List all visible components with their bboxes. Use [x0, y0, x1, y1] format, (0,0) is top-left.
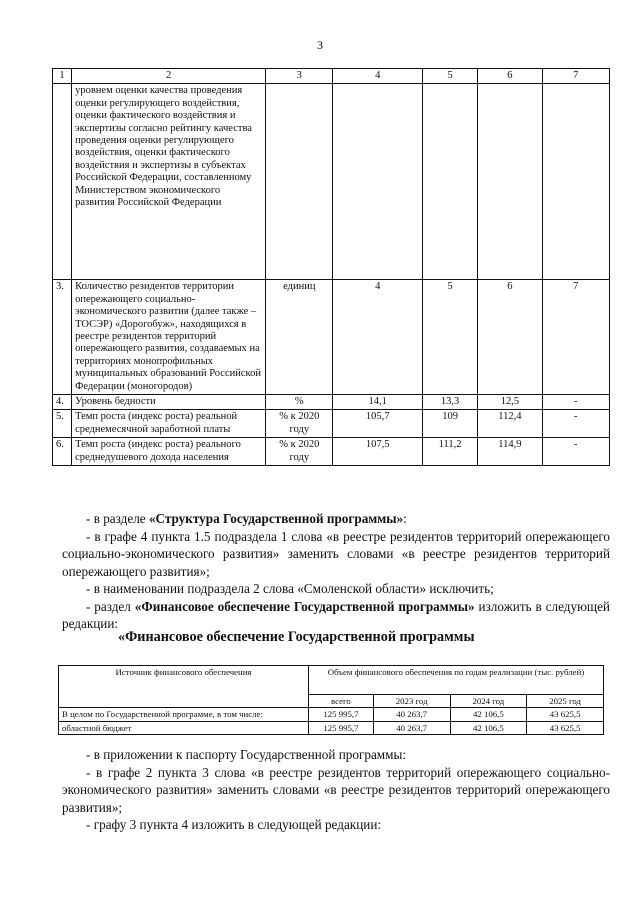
value-cell: 42 106,5 — [450, 721, 527, 734]
indicator-name: Темп роста (индекс роста) реального среднедушевого дохода населения — [72, 438, 266, 466]
source-cell: В целом по Государственной программе, в том числе: — [59, 708, 309, 721]
row-number: 6. — [53, 438, 72, 466]
indicators-table — [52, 68, 610, 466]
value-cell: - — [542, 395, 609, 410]
row-number: 4. — [53, 395, 72, 410]
header-cell: 1 — [53, 69, 72, 84]
header-cell: 3 — [266, 69, 333, 84]
table-row — [53, 84, 610, 280]
text-span: : — [403, 511, 407, 526]
value-cell: 42 106,5 — [450, 708, 527, 721]
value-cell: 13,3 — [422, 395, 477, 410]
value-cell: 40 263,7 — [373, 708, 450, 721]
value-cell: 43 625,5 — [527, 721, 604, 734]
paragraph-amendment-4: - графу 3 пункта 4 изложить в следующей редакции: — [86, 817, 382, 832]
value-cell: - — [542, 410, 609, 438]
header-cell: 7 — [542, 69, 609, 84]
value-cell — [422, 84, 477, 280]
paragraph-financing-section — [62, 598, 610, 633]
value-cell: 7 — [542, 280, 609, 395]
table-row — [53, 410, 610, 438]
column-header: 2024 год — [450, 695, 527, 708]
column-header: 2025 год — [527, 695, 604, 708]
value-cell — [333, 84, 422, 280]
value-cell: 114,9 — [478, 438, 542, 466]
table-row — [53, 395, 610, 410]
paragraph-amendment-2: - в наименовании подраздела 2 слова «Смоленской области» исключить; — [86, 581, 494, 596]
value-cell: 12,5 — [478, 395, 542, 410]
value-cell: 43 625,5 — [527, 708, 604, 721]
row-number — [53, 84, 72, 280]
unit-cell: % к 2020 году — [266, 410, 333, 438]
row-number: 3. — [53, 280, 72, 395]
column-header: 2023 год — [373, 695, 450, 708]
table-row — [59, 721, 604, 734]
value-cell: 105,7 — [333, 410, 422, 438]
paragraph-structure-section — [62, 510, 610, 527]
row-number: 5. — [53, 410, 72, 438]
text-span: изложить в следующей редакции: — [62, 599, 610, 632]
value-cell: - — [542, 438, 609, 466]
table-header-row — [53, 69, 610, 84]
value-cell: 6 — [478, 280, 542, 395]
paragraph-amendment-3: - в графе 2 пункта 3 слова «в реестре резидентов территорий опережающего социально-экономического развития» заменить словами «в реестре резидентов территорий опережающего развития»; — [62, 765, 610, 815]
value-cell: 125 995,7 — [309, 721, 374, 734]
value-cell — [542, 84, 609, 280]
page-number: 3 — [317, 38, 323, 52]
value-cell: 107,5 — [333, 438, 422, 466]
table-row — [53, 280, 610, 395]
indicator-name: Темп роста (индекс роста) реальной среднемесячной заработной платы — [72, 410, 266, 438]
bold-section-name: «Структура Государственной программы» — [148, 511, 404, 526]
unit-cell: % к 2020 году — [266, 438, 333, 466]
value-cell: 111,2 — [422, 438, 477, 466]
value-cell — [478, 84, 542, 280]
text-span: - в разделе — [86, 511, 149, 526]
paragraph-appendix: - в приложении к паспорту Государственной программы: — [86, 747, 407, 762]
header-cell: 4 — [333, 69, 422, 84]
financing-table — [58, 665, 604, 735]
source-cell: областной бюджет — [59, 721, 309, 734]
table-header-row — [59, 666, 604, 695]
header-cell: 2 — [72, 69, 266, 84]
indicator-name: Количество резидентов территории опережающего социально-экономического развития (далее также – ТОСЭР) «Дорогобуж», находящихся в реестре резидентов территорий опережающего развития, создаваемых на территориях монопрофильных муниципальных образований Российской Федерации (моногородов) — [72, 280, 266, 395]
indicator-name: уровнем оценки качества проведения оценки регулирующего воздействия, оценки фактического воздействия и экспертизы согласно рейтингу качества проведения оценки регулирующего воздействия, оценки фактического воздействия и экспертизы в субъектах Российской Федерации, составленному Министерством экономического развития Российской Федерации — [72, 84, 266, 280]
value-cell: 14,1 — [333, 395, 422, 410]
value-cell: 40 263,7 — [373, 721, 450, 734]
paragraph-amendment-1: - в графе 4 пункта 1.5 подраздела 1 слова «в реестре резидентов территорий опережающего социально-экономического развития» заменить словами «в реестре резидентов территорий опережающего развития»; — [62, 529, 610, 579]
table-row — [59, 708, 604, 721]
volume-header: Объем финансового обеспечения по годам реализации (тыс. рублей) — [309, 666, 604, 695]
indicator-name: Уровень бедности — [72, 395, 266, 410]
value-cell: 112,4 — [478, 410, 542, 438]
unit-cell: % — [266, 395, 333, 410]
header-cell: 6 — [478, 69, 542, 84]
value-cell: 109 — [422, 410, 477, 438]
unit-cell: единиц — [266, 280, 333, 395]
unit-cell — [266, 84, 333, 280]
column-header: всего — [309, 695, 374, 708]
financing-heading: «Финансовое обеспечение Государственной программы — [118, 629, 475, 645]
text-span: - раздел — [86, 599, 135, 614]
value-cell: 125 995,7 — [309, 708, 374, 721]
source-header: Источник финансового обеспечения — [59, 666, 309, 708]
bold-section-name: «Финансовое обеспечение Государственной программы» — [134, 599, 475, 614]
table-row — [53, 438, 610, 466]
header-cell: 5 — [422, 69, 477, 84]
value-cell: 4 — [333, 280, 422, 395]
value-cell: 5 — [422, 280, 477, 395]
